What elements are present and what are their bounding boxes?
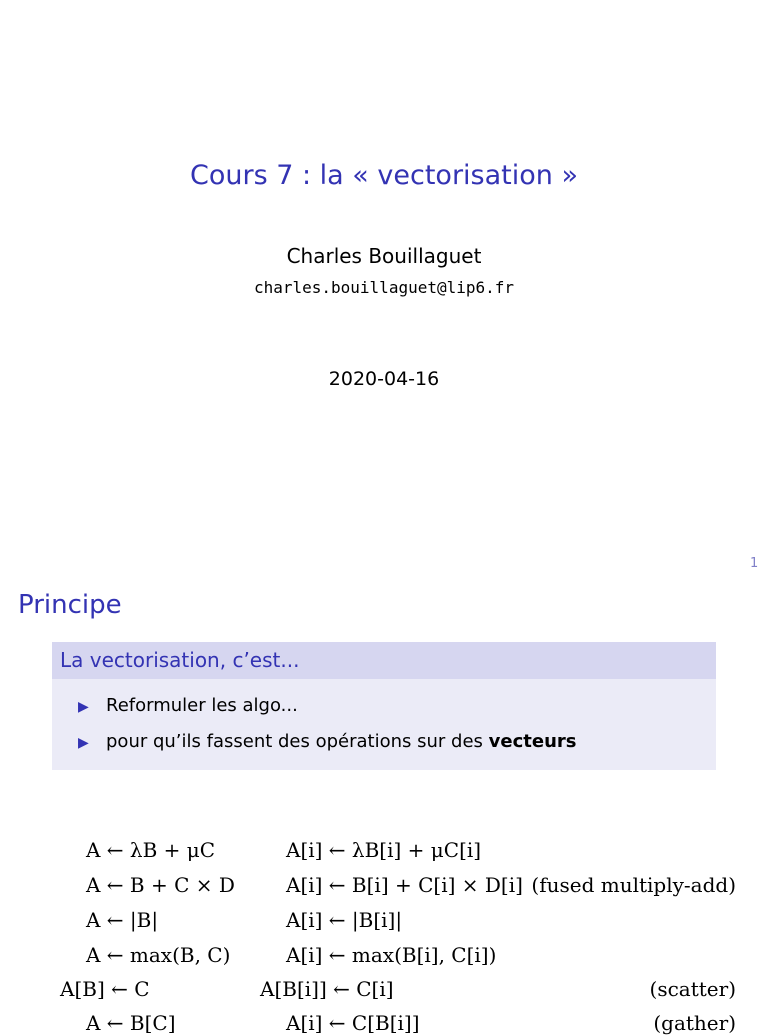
triangle-bullet-icon: ▶ xyxy=(78,735,89,751)
equation-right: A[i] ← C[B[i]] xyxy=(286,1011,420,1035)
equation-note: (scatter) xyxy=(649,977,736,1001)
author-email: charles.bouillaguet@lip6.fr xyxy=(253,278,515,297)
equation-left: A ← B[C] xyxy=(86,1011,176,1035)
equation-right: A[i] ← |B[i]| xyxy=(286,908,403,932)
equation-note: (fused multiply-add) xyxy=(531,873,736,897)
bullet-item xyxy=(78,695,298,718)
equation-left: A ← λB + μC xyxy=(86,838,216,862)
bullet-text: Reformuler les algo... xyxy=(106,695,298,716)
page-number: 1 xyxy=(750,556,759,571)
equation-right: A[B[i]] ← C[i] xyxy=(260,977,394,1001)
equation-note: (gather) xyxy=(653,1011,736,1035)
bullet-text: pour qu’ils fassent des opérations sur des xyxy=(106,731,489,752)
bullet-bold-text: vecteurs xyxy=(488,731,577,752)
equation-right: A[i] ← max(B[i], C[i]) xyxy=(286,943,497,967)
equation-left: A ← B + C × D xyxy=(86,873,235,897)
equation-left: A ← |B| xyxy=(86,908,159,932)
author-name: Charles Bouillaguet xyxy=(286,244,482,268)
triangle-bullet-icon: ▶ xyxy=(78,699,89,715)
equation-right: A[i] ← B[i] + C[i] × D[i] xyxy=(286,873,523,897)
equation-left: A[B] ← C xyxy=(60,977,150,1001)
slide-date: 2020-04-16 xyxy=(328,368,440,390)
frame-title: Principe xyxy=(18,590,122,620)
equation-left: A ← max(B, C) xyxy=(86,943,231,967)
block-title: La vectorisation, c’est... xyxy=(52,642,716,679)
equation-right: A[i] ← λB[i] + μC[i] xyxy=(286,838,482,862)
block-body xyxy=(52,679,716,770)
slide-title: Cours 7 : la « vectorisation » xyxy=(190,160,578,191)
bullet-item xyxy=(78,731,576,754)
